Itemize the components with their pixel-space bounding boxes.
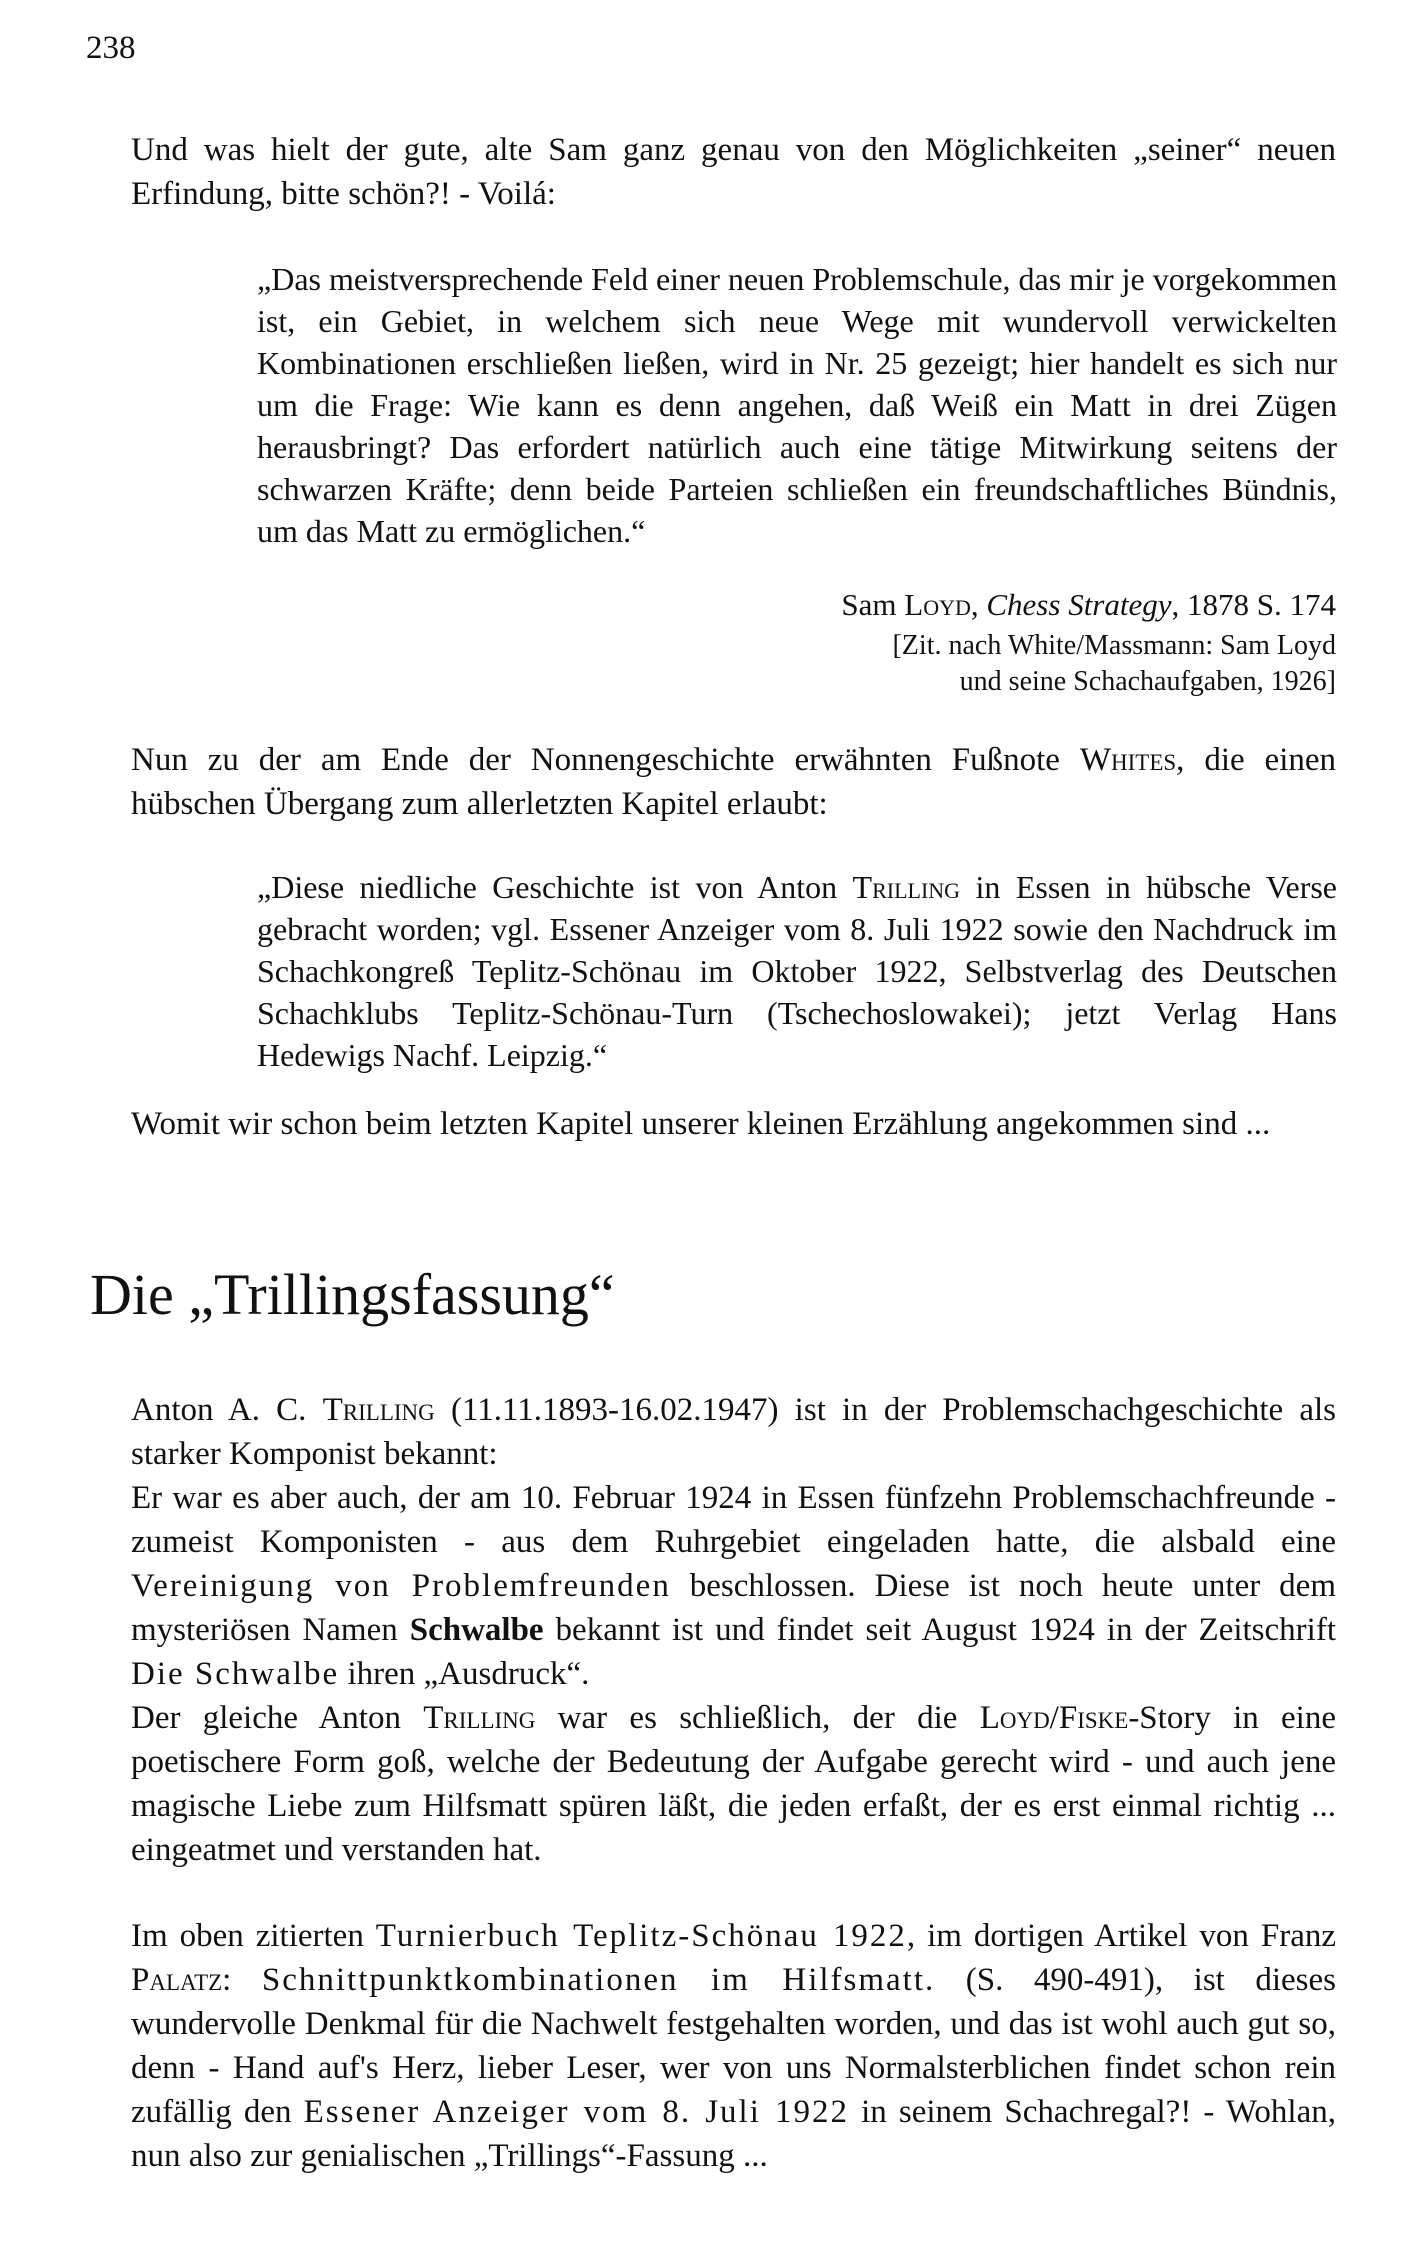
p4-text-a: Anton A. C. xyxy=(131,1392,323,1428)
paragraph-last-chapter: Womit wir schon beim letzten Kapitel unserer kleinen Erzählung angekommen sind ... xyxy=(131,1106,1271,1142)
paragraph-poetic-form xyxy=(131,1696,1336,1872)
schwalbe-bold: Schwalbe xyxy=(409,1612,544,1648)
p5-text-a: Er war es aber auch, der am 10. Februar 1924 in Essen fünfzehn Problemschachfreunde - zumeist Komponisten - aus dem Ruhrgebiet eingeladen hatte, die alsbald eine xyxy=(131,1480,1336,1560)
paragraph-turnierbuch xyxy=(131,1914,1336,2178)
p5-text-d: ihren „Ausdruck“. xyxy=(339,1656,590,1692)
newspaper-ref: Essener Anzeiger vom 8. Juli 1922 xyxy=(303,2094,849,2130)
quote2-text-b: in Essen in hübsche Verse gebracht worden; vgl. Essener Anzeiger vom 8. Juli 1922 sowie den Nachdruck im Schachkongreß Teplitz-Schönau im Oktober 1922, Selbstverlag des Deutschen Schachklubs Teplitz-Schönau-Turn (Tschechoslowakei); jetzt Verlag Hans Hedewigs Nachf. Leipzig.“ xyxy=(257,869,1338,1073)
p6-text-b: war es schließlich, der die xyxy=(535,1700,980,1736)
p7-text-d: (S. 490-491), ist dieses wundervolle Denkmal für die Nachwelt festgehalten worden, und das ist wohl auch gut so, denn - Hand auf's Herz, lieber Leser, wer von uns Normalsterblichen findet schon rein zufällig den xyxy=(131,1962,1336,2130)
citation-line-1: [Zit. nach White/Massmann: Sam Loyd xyxy=(892,630,1336,661)
name-trilling: Trilling xyxy=(322,1392,435,1428)
article-title: Schnittpunktkombinationen im Hilfsmatt. xyxy=(261,1962,936,1998)
section-heading: Die „Trillingsfassung“ xyxy=(90,1262,615,1327)
name-trilling: Trilling xyxy=(852,869,961,905)
p7-text-c: : xyxy=(222,1962,262,1998)
p2-text-b: , die einen hübschen Übergang zum allerletzten Kapitel erlaubt: xyxy=(131,742,1337,822)
p6-text-a: Der gleiche Anton xyxy=(131,1700,424,1736)
p4-text-b: (11.11.1893-16.02.1947) ist in der Problemschachgeschichte als starker Komponist bekannt: xyxy=(131,1392,1336,1472)
p7-text-e: in seinem Schachregal?! - Wohlan, nun also zur genialischen „Trillings“-Fassung ... xyxy=(131,2094,1336,2174)
name-white: Whites xyxy=(1079,742,1177,778)
paragraph-schwalbe xyxy=(131,1476,1336,1696)
name-trilling: Trilling xyxy=(423,1700,536,1736)
p7-text-a: Im oben zitierten xyxy=(131,1918,376,1954)
page-number: 238 xyxy=(86,30,136,66)
paragraph-white-footnote xyxy=(131,738,1336,826)
p2-text-a: Nun zu der am Ende der Nonnengeschichte erwähnten Fußnote xyxy=(131,742,1080,778)
turnierbuch-title: Turnierbuch Teplitz-Schönau 1922 xyxy=(375,1918,907,1954)
loyd-quote: „Das meistversprechende Feld einer neuen Problemschule, das mir je vorgekommen ist, ein Gebiet, in welchem sich neue Wege mit wundervoll verwickelten Kombinationen erschließen ließen, wird in Nr. 25 gezeigt; hier handelt es sich nur um die Frage: Wie kann es denn angehen, daß Weiß ein Matt in drei Zügen herausbringt? Das erfordert natürlich auch eine tätige Mitwirkung seitens der schwarzen Kräfte; denn beide Parteien schließen ein freundschaftliches Bündnis, um das Matt zu ermöglichen.“ xyxy=(257,261,1337,549)
author-first: Sam xyxy=(841,587,905,622)
name-palatz: Palatz xyxy=(131,1962,223,1998)
p7-text-b: , im dortigen Artikel von Franz xyxy=(906,1918,1336,1954)
journal-name: Die Schwalbe xyxy=(131,1656,340,1692)
book-title: Chess Strategy xyxy=(986,587,1172,622)
author-last: Loyd xyxy=(904,587,971,622)
attr-sep: , xyxy=(970,587,987,622)
paragraph-trilling-bio xyxy=(131,1388,1336,1476)
loyd-attribution xyxy=(841,586,1336,624)
quote2-text-a: „Diese niedliche Geschichte ist von Anton xyxy=(257,869,853,905)
paragraph-intro: Und was hielt der gute, alte Sam ganz genau von den Möglichkeiten „seiner“ neuen Erfindung, bitte schön?! - Voilá: xyxy=(131,132,1336,212)
trilling-quote xyxy=(257,866,1337,1076)
name-loyd-fiske: Loyd/Fiske xyxy=(979,1700,1129,1736)
p5-text-c: bekannt ist und findet seit August 1924 in der Zeitschrift xyxy=(543,1612,1336,1648)
citation-line-2: und seine Schachaufgaben, 1926] xyxy=(959,666,1336,697)
p5-text-b: beschlossen. Diese ist noch heute unter dem mysteriösen Namen xyxy=(131,1568,1336,1648)
p6-text-c: -Story in eine poetischere Form goß, welche der Bedeutung der Aufgabe gerecht wird - und auch jene magische Liebe zum Hilfsmatt spüren läßt, die jeden erfaßt, der es erst einmal richtig ... eingeatmet und verstanden hat. xyxy=(131,1700,1336,1868)
attr-rest: , 1878 S. 174 xyxy=(1171,587,1336,622)
vereinigung-name: Vereinigung von Problemfreunden xyxy=(131,1568,671,1604)
